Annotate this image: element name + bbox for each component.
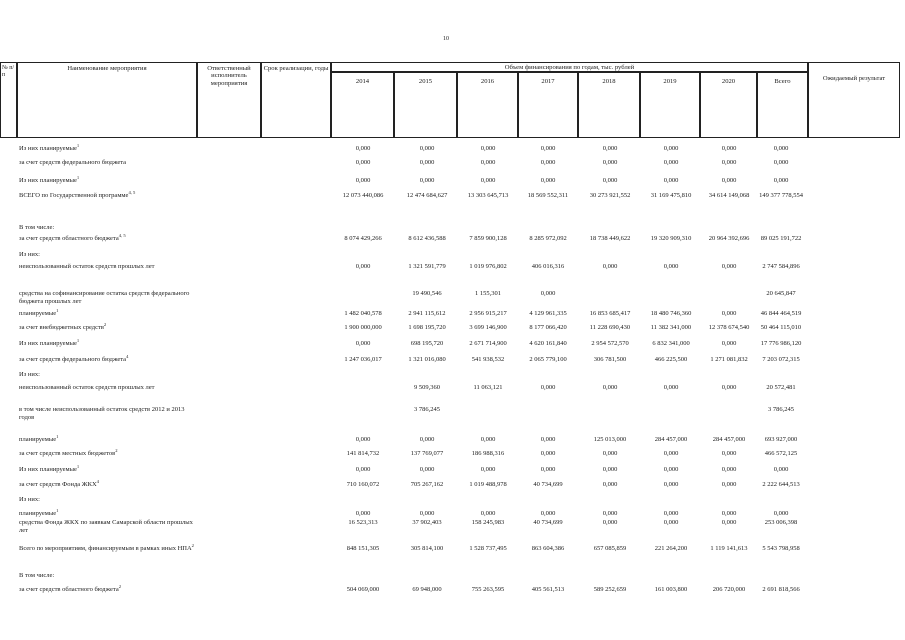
row-label-text: за счет средств федерального бюджета [19,356,127,363]
row-label-text: средства на софинансирование остатка средств федерального бюджета прошлых лет [19,290,190,305]
footnote-mark: 2 [118,583,122,589]
cell-2020: 0,000 [721,384,737,391]
cell-2016: 2 671 714,900 [469,340,507,347]
cell-2020: 0,000 [721,263,737,270]
cell-2017: 863 604,386 [531,545,565,552]
cell-2017: 0,000 [540,145,556,152]
footnote-mark: 1 [76,463,80,469]
row-label [19,142,199,153]
cell-2015: 37 902,403 [412,519,442,526]
row-label-text: средства Фонда ЖКХ по заявкам Самарской области прошлых лет [19,519,193,534]
row-label-text: планируемые [19,310,57,317]
cell-2017: 2 065 779,100 [529,356,567,363]
cell-2020: 206 720,000 [712,586,746,593]
cell-Всего: 253 006,398 [764,519,798,526]
cell-2014: 0,000 [355,159,371,166]
row-label-text: неиспользованный остаток средств прошлых лет [19,384,155,391]
cell-2014: 0,000 [355,340,371,347]
cell-2019: 19 320 909,310 [650,235,692,242]
cell-2015: 19 490,546 [412,290,442,297]
cell-2017: 0,000 [540,177,556,184]
cell-2019: 221 264,200 [654,545,688,552]
cell-2016: 158 245,983 [471,519,505,526]
cell-2015: 0,000 [419,145,435,152]
cell-2018: 0,000 [602,177,618,184]
header-year-4: 2018 [578,72,640,138]
cell-2015: 137 769,077 [410,450,444,457]
cell-2020: 284 457,000 [712,436,746,443]
row-label [19,463,199,474]
cell-Всего: 466 572,125 [764,450,798,457]
cell-2020: 0,000 [721,481,737,488]
footnote-mark: 1 [56,433,59,439]
footnote-mark: 1 [76,174,80,180]
cell-2015: 0,000 [419,510,435,517]
row-label [19,251,199,259]
cell-2020: 20 964 392,696 [708,235,750,242]
row-label [19,174,199,185]
cell-Всего: 2 222 644,513 [762,481,800,488]
row-label-text: Всего по мероприятиям, финансируемым в рамках иных НПА [19,545,192,552]
row-label-text: Из них: [19,251,40,258]
cell-2019: 0,000 [663,145,679,152]
cell-2015: 12 474 684,627 [406,192,448,199]
row-label [19,189,199,200]
cell-2017: 0,000 [540,450,556,457]
cell-2017: 40 734,699 [533,481,563,488]
cell-2014: 12 073 440,086 [342,192,384,199]
cell-2019: 0,000 [663,177,679,184]
cell-Всего: 0,000 [773,177,789,184]
row-label [19,371,199,379]
cell-2017: 405 561,513 [531,586,565,593]
cell-2020: 12 378 674,540 [708,324,750,331]
cell-2014: 0,000 [355,466,371,473]
cell-2015: 2 941 115,612 [408,310,446,317]
row-label-text: Из них планируемые [19,177,77,184]
row-label-text: за счет средств областного бюджета [19,586,119,593]
cell-Всего: 693 927,000 [764,436,798,443]
cell-2016: 1 528 737,495 [469,545,507,552]
cell-Всего: 20 572,481 [766,384,796,391]
cell-2019: 0,000 [663,263,679,270]
cell-2016: 1 019 488,978 [469,481,507,488]
row-label-text: Из них планируемые [19,145,77,152]
cell-2020: 0,000 [721,177,737,184]
header-responsible: Ответственный исполнитель мероприятия [197,62,261,138]
cell-2019: 0,000 [663,481,679,488]
row-label [19,290,199,305]
cell-2018: 125 013,000 [593,436,627,443]
cell-2018: 0,000 [602,263,618,270]
cell-2020: 1 271 081,832 [710,356,748,363]
cell-2014: 16 523,313 [348,519,378,526]
cell-2020: 0,000 [721,310,737,317]
cell-2019: 284 457,000 [654,436,688,443]
cell-Всего: 20 645,847 [766,290,796,297]
row-label [19,478,199,489]
cell-2014: 710 160,072 [346,481,380,488]
cell-Всего: 0,000 [773,159,789,166]
row-label-text: В том числе: [19,224,55,231]
cell-2014: 504 069,000 [346,586,380,593]
footnote-mark: 1 [56,307,59,313]
row-label-text: неиспользованный остаток средств прошлых лет [19,263,155,270]
cell-2019: 161 003,800 [654,586,688,593]
cell-2018: 0,000 [602,519,618,526]
cell-2020: 0,000 [721,145,737,152]
footnote-mark: 1 [56,507,59,513]
cell-2015: 1 698 195,720 [408,324,446,331]
cell-2017: 0,000 [540,436,556,443]
cell-2019: 0,000 [663,384,679,391]
row-label-text: Из них: [19,496,40,503]
cell-2016: 3 699 146,900 [469,324,507,331]
footnote-mark: 2 [115,447,118,453]
cell-2016: 0,000 [480,510,496,517]
cell-Всего: 149 377 778,554 [759,192,803,199]
row-label-text: за счет средств местных бюджетов [19,450,116,457]
footnote-mark: 4, 5 [118,232,126,238]
cell-2018: 2 954 572,570 [591,340,629,347]
cell-2018: 589 252,659 [593,586,627,593]
cell-Всего: 46 844 464,519 [760,310,802,317]
cell-2015: 1 321 016,080 [408,356,446,363]
row-label [19,263,199,271]
cell-2018: 657 085,859 [593,545,627,552]
cell-Всего: 3 786,245 [768,406,794,413]
cell-2020: 0,000 [721,159,737,166]
cell-2016: 1 155,301 [475,290,501,297]
cell-2014: 0,000 [355,145,371,152]
header-activity-name: Наименование мероприятия [17,62,197,138]
cell-2016: 0,000 [480,145,496,152]
cell-2020: 34 614 149,068 [708,192,750,199]
row-label [19,321,199,332]
cell-2020: 0,000 [721,466,737,473]
cell-2018: 0,000 [602,481,618,488]
cell-2015: 3 786,245 [414,406,440,413]
row-label [19,224,199,232]
cell-2016: 13 303 645,713 [467,192,509,199]
row-label [19,406,199,421]
row-label-text: Из них: [19,371,40,378]
cell-2015: 0,000 [419,177,435,184]
row-label [19,542,199,553]
row-label [19,447,199,458]
cell-2018: 30 273 921,552 [589,192,631,199]
cell-2018: 11 228 690,430 [589,324,631,331]
cell-2016: 0,000 [480,159,496,166]
header-year-1: 2015 [394,72,457,138]
row-label [19,159,199,167]
header-number: № п/п [0,62,17,138]
cell-2019: 6 832 341,000 [652,340,690,347]
cell-2020: 0,000 [721,519,737,526]
cell-2017: 4 129 961,335 [529,310,567,317]
cell-2016: 7 859 900,128 [469,235,507,242]
row-label-text: Из них планируемые [19,466,77,473]
cell-2018: 0,000 [602,466,618,473]
page-number: 10 [443,36,449,42]
header-financing: Объем финансирования по годам, тыс. рублей [331,62,808,72]
row-label [19,433,199,444]
cell-2016: 755 263,595 [471,586,505,593]
cell-2019: 0,000 [663,519,679,526]
cell-2019: 0,000 [663,450,679,457]
cell-2017: 8 285 972,092 [529,235,567,242]
header-year-2: 2016 [457,72,518,138]
cell-2018: 16 853 685,417 [589,310,631,317]
row-label [19,572,199,580]
cell-2014: 0,000 [355,263,371,270]
cell-2016: 541 938,532 [471,356,505,363]
row-label-text: Из них планируемые [19,340,77,347]
cell-2016: 0,000 [480,466,496,473]
cell-2017: 0,000 [540,159,556,166]
header-year-0: 2014 [331,72,394,138]
cell-Всего: 50 464 115,010 [760,324,802,331]
cell-2017: 0,000 [540,290,556,297]
cell-2016: 0,000 [480,436,496,443]
header-year-5: 2019 [640,72,700,138]
header-year-6: 2020 [700,72,757,138]
cell-2014: 0,000 [355,177,371,184]
cell-2019: 0,000 [663,466,679,473]
header-term: Срок реализации, годы [261,62,331,138]
cell-2014: 141 814,732 [346,450,380,457]
cell-2017: 0,000 [540,384,556,391]
cell-2016: 0,000 [480,177,496,184]
row-label-text: за счет внебюджетных средств [19,324,104,331]
cell-2016: 11 063,121 [473,384,503,391]
cell-2017: 4 620 161,840 [529,340,567,347]
row-label-text: за счет средств областного бюджета [19,235,119,242]
row-label [19,519,199,534]
cell-2015: 9 509,360 [414,384,440,391]
cell-2014: 848 151,305 [346,545,380,552]
header-year-3: 2017 [518,72,578,138]
cell-Всего: 0,000 [773,466,789,473]
row-label-text: за счет средств Фонда ЖКХ [19,481,97,488]
cell-2014: 8 074 429,266 [344,235,382,242]
cell-2020: 0,000 [721,340,737,347]
cell-2019: 0,000 [663,159,679,166]
cell-2015: 0,000 [419,466,435,473]
row-label [19,507,199,518]
cell-2018: 18 738 449,622 [589,235,631,242]
cell-Всего: 5 543 798,958 [762,545,800,552]
cell-Всего: 17 776 986,120 [760,340,802,347]
row-label-text: В том числе: [19,572,55,579]
cell-2018: 0,000 [602,384,618,391]
row-label-text: планируемые [19,510,57,517]
cell-2014: 0,000 [355,436,371,443]
cell-2015: 305 814,100 [410,545,444,552]
row-label-text: планируемые [19,436,57,443]
row-label [19,337,199,348]
cell-2018: 0,000 [602,450,618,457]
cell-2018: 0,000 [602,510,618,517]
cell-2020: 0,000 [721,510,737,517]
cell-2018: 306 781,500 [593,356,627,363]
row-label [19,353,199,364]
cell-2015: 0,000 [419,436,435,443]
cell-Всего: 2 691 818,566 [762,586,800,593]
footnote-mark: 2 [103,321,107,327]
footnote-mark: 4, 5 [128,189,136,195]
footnote-mark: 1 [76,142,80,148]
cell-2016: 1 019 976,802 [469,263,507,270]
cell-2014: 1 247 036,017 [344,356,382,363]
table-header [0,60,900,138]
cell-Всего: 0,000 [773,145,789,152]
cell-2018: 0,000 [602,159,618,166]
cell-2014: 1 482 040,578 [344,310,382,317]
row-label-text: ВСЕГО по Государственной программе [19,192,129,199]
cell-2015: 705 267,162 [410,481,444,488]
row-label [19,307,199,318]
cell-2016: 186 988,316 [471,450,505,457]
cell-2017: 40 734,699 [533,519,563,526]
cell-2015: 698 195,720 [410,340,444,347]
cell-2015: 0,000 [419,159,435,166]
cell-2018: 0,000 [602,145,618,152]
header-expected-result: Ожидаемый результат [808,62,900,138]
cell-2014: 1 900 000,000 [344,324,382,331]
cell-2016: 2 956 915,217 [469,310,507,317]
cell-2019: 18 480 746,360 [650,310,692,317]
cell-2017: 0,000 [540,466,556,473]
cell-Всего: 89 025 191,722 [760,235,802,242]
footnote-mark: 2 [191,542,194,548]
footnote-mark: 4 [96,478,99,484]
cell-2020: 0,000 [721,450,737,457]
cell-2015: 1 321 591,779 [408,263,446,270]
cell-2017: 406 016,316 [531,263,565,270]
cell-Всего: 7 203 072,315 [762,356,800,363]
cell-2020: 1 119 141,613 [710,545,748,552]
cell-2015: 8 612 436,588 [408,235,446,242]
row-label-text: в том числе неиспользованный остаток средств 2012 и 2013 годов [19,406,185,421]
cell-2017: 18 569 552,311 [527,192,569,199]
cell-2019: 11 382 341,000 [650,324,692,331]
row-label [19,496,199,504]
cell-2019: 0,000 [663,510,679,517]
cell-2019: 466 225,500 [654,356,688,363]
cell-2014: 0,000 [355,510,371,517]
cell-2017: 8 177 066,420 [529,324,567,331]
row-label-text: за счет средств федерального бюджета [19,159,127,166]
cell-2017: 0,000 [540,510,556,517]
row-label [19,384,199,392]
header-year-7: Всего [757,72,808,138]
footnote-mark: 4 [126,353,129,359]
cell-2019: 31 169 475,810 [650,192,692,199]
cell-Всего: 2 747 584,896 [762,263,800,270]
cell-Всего: 0,000 [773,510,789,517]
cell-2015: 69 948,000 [412,586,442,593]
row-label [19,583,199,594]
row-label [19,232,199,243]
footnote-mark: 1 [76,337,80,343]
